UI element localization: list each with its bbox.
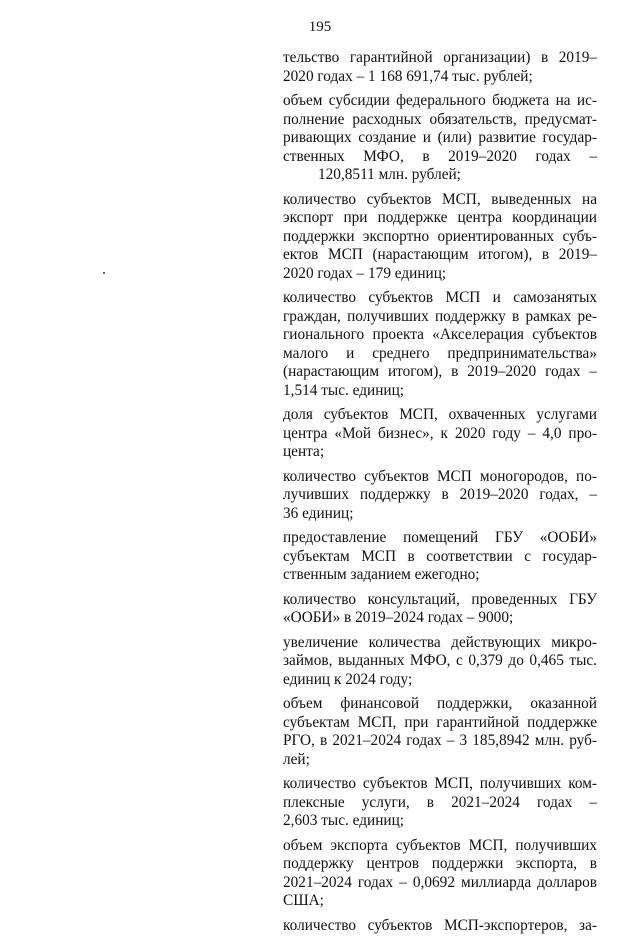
paragraph <box>283 591 597 628</box>
text-line: лучивших поддержку в 2019–2020 годах, – <box>283 486 597 503</box>
text-line: поддержку центров поддержки экспорта, в <box>283 855 597 872</box>
paragraph <box>283 49 597 86</box>
text-line: объем экспорта субъектов МСП, получивших <box>283 836 597 854</box>
text-line: цента; <box>283 443 325 460</box>
text-line: РГО, в 2021–2024 годах – 3 185,8942 млн. руб- <box>283 732 597 749</box>
text-line: займов, выданных МФО, с 0,379 до 0,465 тыс. <box>283 652 597 669</box>
paragraph <box>283 695 597 769</box>
text-line: количество субъектов МСП и самозанятых <box>283 289 597 306</box>
paragraph <box>283 837 597 911</box>
text-line: гионального проекта «Акселерация субъектов <box>283 326 597 343</box>
paragraph <box>283 406 597 462</box>
text-line: предоставление помещений ГБУ «ООБИ» <box>283 529 597 546</box>
paragraph <box>283 775 597 831</box>
text-line: количество субъектов МСП моногородов, по- <box>283 467 597 485</box>
text-line: граждан, получивших поддержку в рамках ре- <box>283 307 597 325</box>
paragraph <box>283 529 597 585</box>
text-line: ектов МСП (нарастающим итогом), в 2019– <box>283 246 597 263</box>
text-line: увеличение количества действующих микро- <box>283 633 597 651</box>
text-line: плексные услуги, в 2021–2024 годах – <box>283 793 597 811</box>
text-column <box>283 49 597 941</box>
stray-dot <box>103 272 105 274</box>
text-line: малого и среднего предпринимательства» <box>283 344 597 362</box>
paragraph <box>283 289 597 400</box>
text-line: США; <box>283 892 324 909</box>
paragraph <box>283 634 597 690</box>
text-line: 36 единиц; <box>283 504 354 522</box>
text-line: количество субъектов МСП, выведенных на <box>283 190 597 208</box>
text-line: единиц к 2024 году; <box>283 670 413 688</box>
text-line: 2020 годах – 179 единиц; <box>283 264 447 282</box>
text-line: лей; <box>283 750 310 768</box>
text-line: субъектам МСП, при гарантийной поддержке <box>283 713 597 731</box>
text-line: 2020 годах – 1 168 691,74 тыс. рублей; <box>283 67 533 85</box>
text-line: ривающих создание и (или) развитие государ- <box>283 129 597 146</box>
text-line: субъектам МСП в соответствии с государ- <box>283 547 597 565</box>
paragraph <box>283 92 597 185</box>
text-line: количество консультаций, проведенных ГБУ <box>283 590 597 608</box>
paragraph <box>283 468 597 524</box>
text-line: ственных МФО, в 2019–2020 годах – <box>283 147 597 165</box>
text-line: количество субъектов МСП-экспортеров, за- <box>283 916 597 934</box>
text-line: доля субъектов МСП, охваченных услугами <box>283 406 597 423</box>
text-line: «ООБИ» в 2019–2024 годах – 9000; <box>283 609 514 626</box>
text-line: 2,603 тыс. единиц; <box>283 812 405 829</box>
text-line: количество субъектов МСП, получивших ком- <box>283 775 597 792</box>
text-line: 1,514 тыс. единиц; <box>283 381 405 399</box>
paragraph <box>283 917 597 936</box>
text-line: центра «Мой бизнес», к 2020 году – 4,0 про- <box>283 424 597 442</box>
text-line: ственным заданием ежегодно; <box>283 566 480 583</box>
text-line: поддержки экспортно ориентированных субъ- <box>283 227 597 245</box>
page-number: 195 <box>308 19 332 35</box>
text-line: полнение расходных обязательств, предусмат- <box>283 110 597 128</box>
text-line: (нарастающим итогом), в 2019–2020 годах – <box>283 363 597 380</box>
text-line: 120,8511 млн. рублей; <box>318 166 461 183</box>
text-line: объем финансовой поддержки, оказанной <box>283 695 597 712</box>
text-line: экспорт при поддержке центра координации <box>283 209 597 226</box>
text-line: объем субсидии федерального бюджета на ис- <box>283 92 597 109</box>
text-line: 2021–2024 годах – 0,0692 миллиарда долларов <box>283 873 597 891</box>
text-line: тельство гарантийной организации) в 2019– <box>283 49 597 66</box>
paragraph <box>283 191 597 284</box>
